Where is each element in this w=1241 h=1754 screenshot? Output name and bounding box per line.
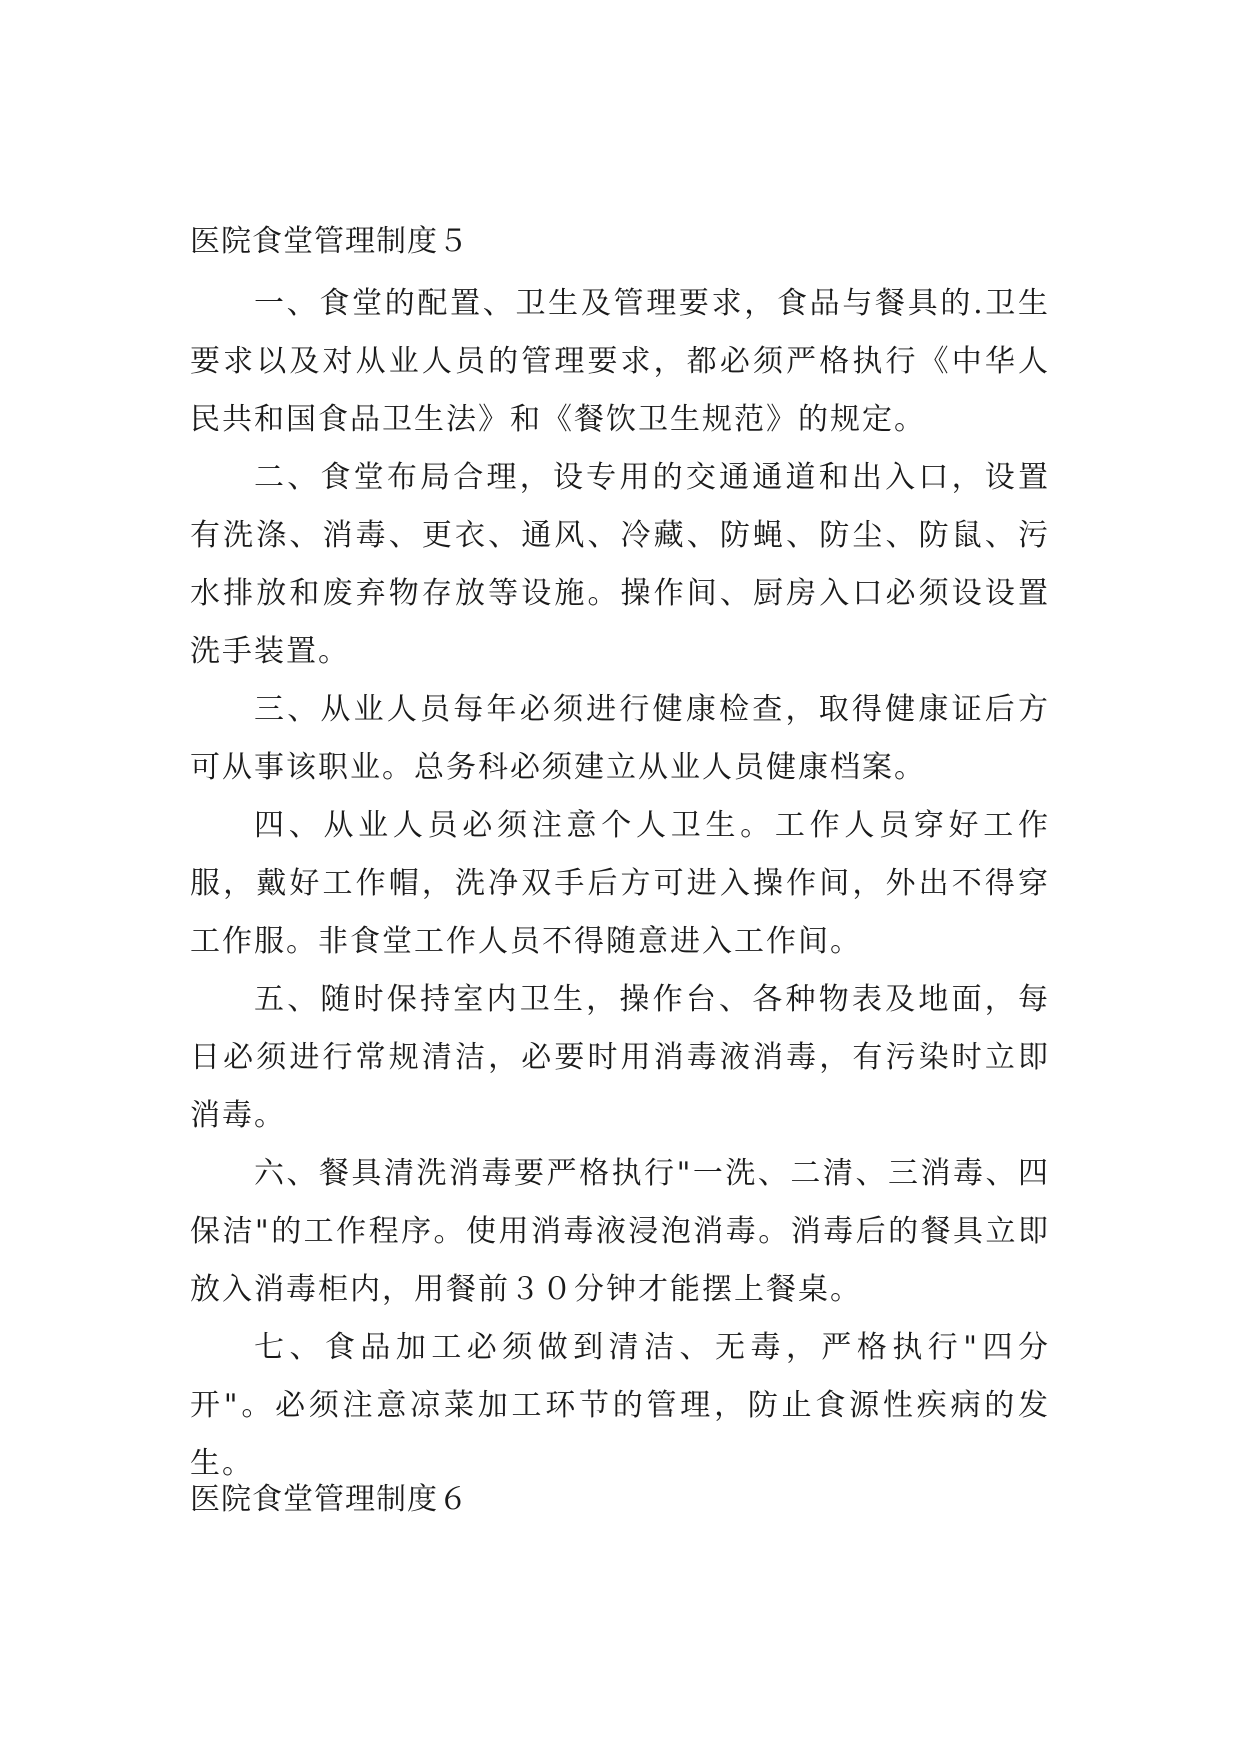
paragraph-5: 五、随时保持室内卫生，操作台、各种物表及地面，每日必须进行常规清洁，必要时用消毒液消毒，有污染时立即消毒。 <box>190 982 1050 1133</box>
section-5-title: 医院食堂管理制度５ <box>190 224 469 259</box>
paragraph-3: 三、从业人员每年必须进行健康检查，取得健康证后方可从事该职业。总务科必须建立从业人员健康档案。 <box>190 692 1050 785</box>
paragraph-6: 六、餐具清洗消毒要严格执行"一洗、二清、三消毒、四保洁"的工作程序。使用消毒液浸泡消毒。消毒后的餐具立即放入消毒柜内，用餐前３０分钟才能摆上餐桌。 <box>190 1156 1050 1307</box>
paragraph-4: 四、从业人员必须注意个人卫生。工作人员穿好工作服，戴好工作帽，洗净双手后方可进入操作间，外出不得穿工作服。非食堂工作人员不得随意进入工作间。 <box>190 808 1050 959</box>
paragraph-7: 七、食品加工必须做到清洁、无毒，严格执行"四分开"。必须注意凉菜加工环节的管理，防止食源性疾病的发生。 <box>190 1330 1050 1481</box>
paragraph-1: 一、食堂的配置、卫生及管理要求，食品与餐具的.卫生要求以及对从业人员的管理要求，都必须严格执行《中华人民共和国食品卫生法》和《餐饮卫生规范》的规定。 <box>190 286 1050 437</box>
section-5-body <box>190 275 1050 1493</box>
paragraph-2: 二、食堂布局合理，设专用的交通通道和出入口，设置有洗涤、消毒、更衣、通风、冷藏、防蝇、防尘、防鼠、污水排放和废弃物存放等设施。操作间、厨房入口必须设设置洗手装置。 <box>190 460 1050 669</box>
section-6-title: 医院食堂管理制度６ <box>190 1482 469 1517</box>
